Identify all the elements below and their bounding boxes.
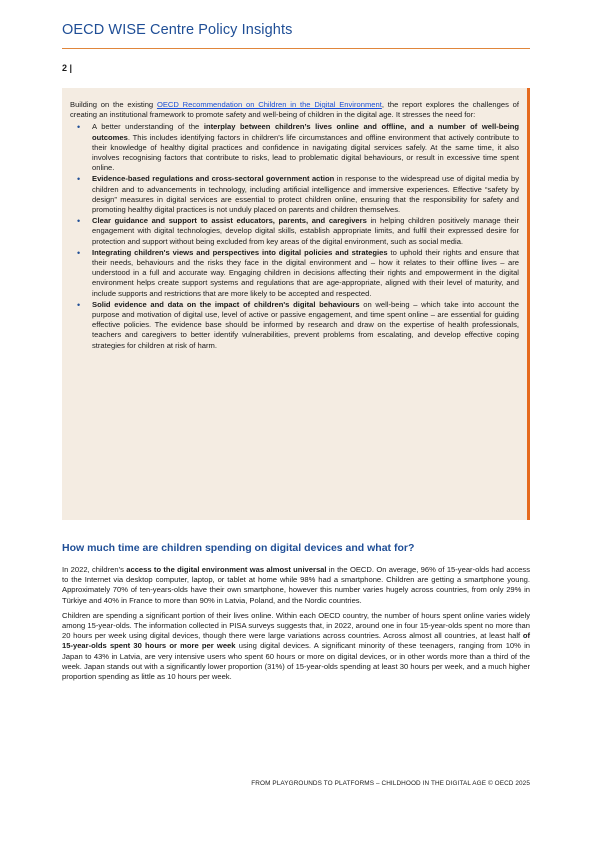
- text-run: Children are spending a significant portion of their lives online. Within each OECD country, the number of hours spent online varies widely among 15-year-olds. The information collected in PISA surveys suggests that, in 2022, around one in four 15-year-olds spent no more than 20 hours per week using digital devices, though there were large variations across countries. Across almost all countries, at least half: [62, 610, 530, 641]
- summary-box: [62, 88, 530, 520]
- section-heading: How much time are children spending on digital devices and what for?: [62, 542, 415, 554]
- section-body: [62, 565, 530, 687]
- bullet-icon: •: [77, 299, 81, 310]
- text-run: using digital devices. A significant minority of these teenagers, ranging from 10% in Japan to 43% in Latvia, are very intensive users who spent 60 hours or more on digital devices, or in other words more than a third of the week. Japan stands out with a significantly lower proportion (31%) of 15-year-olds spending at least 30 hours per week, and a much higher proportion spending as little as 10 hours per week.: [62, 641, 531, 682]
- page-footer: FROM PLAYGROUNDS TO PLATFORMS – CHILDHOOD IN THE DIGITAL AGE © OECD 2025: [251, 780, 530, 787]
- bullet-bold: Clear guidance and support to assist educators, parents, and caregivers: [92, 216, 367, 226]
- text-run: In 2022, children’s: [62, 565, 127, 574]
- list-item: [70, 174, 519, 215]
- text-run-bold: access to the digital environment was almost universal: [126, 565, 327, 574]
- text-run-bold: of 15-year-olds spent 30 hours or more per week: [62, 631, 530, 651]
- document-header-title: OECD WISE Centre Policy Insights: [62, 22, 293, 38]
- bullet-post: . This includes identifying factors in children’s life circumstances and offline environment that actively contribute to their knowledge of healthy digital practices and confidence in navigating digital services safely. At the same time, it also involves recognising factors that contribute to risks, lead to problematic digital behaviours, or result in excessive time spent online.: [92, 132, 519, 173]
- list-item: [70, 248, 519, 299]
- intro-text-before: Building on the existing: [70, 100, 157, 109]
- bullet-post: to uphold their rights and ensure that their needs, behaviours and the risks they face in the digital environment and – how it relates to their offline lives – are understood in a full and accurate way. Engaging children in decisions affecting their rights and empowerment in the digital environment helps create support systems and regulations that are age-appropriate, aligned with their level of maturity, and include supports and restrictions that are more likely to be accepted and respected.: [92, 247, 519, 298]
- page-number: 2 |: [62, 63, 73, 73]
- box-intro: [70, 100, 519, 120]
- bullet-icon: •: [77, 122, 81, 133]
- bullet-bold: Integrating children's views and perspectives into digital policies and strategies: [92, 247, 388, 257]
- bullet-icon: •: [77, 216, 81, 227]
- list-item: [70, 300, 519, 351]
- text-run: in the OECD. On average, 96% of 15-year-olds had access to the Internet via desktop computer, laptop, or tablet at home while 98% had a smartphone. Children are getting a smartphone young. Approximately 70% of ten-years-olds have their own smartphone, however this number varies hugely across countries, from only 29% in Türkiye and 40% in France to more than 90% in Latvia, Poland, and the Nordic countries.: [62, 565, 530, 605]
- header-divider: [62, 48, 530, 49]
- bullet-post: in helping children positively manage their engagement with digital technologies, develop digital skills, establish appropriate limits, and fulfil their expressed desire for protection and support without being excluded from key areas of the digital environment, such as social media.: [92, 216, 519, 246]
- bullet-bold: Solid evidence and data on the impact of children's digital behaviours: [92, 299, 360, 309]
- bullet-post: on well-being – which take into account the purpose and motivation of digital use, level of active or passive engagement, and time spent online – are essential for guiding effective policies. The evidence base should be informed by research and draw on the expertise of health professionals, teachers and caregivers to better identify vulnerabilities, prevent problems from escalating, and develop effective coping strategies for children at risk of harm.: [92, 299, 520, 350]
- bullet-pre: A better understanding of the: [92, 122, 204, 132]
- paragraph-access: [62, 565, 530, 606]
- list-item: [70, 216, 519, 247]
- bullet-bold: interplay between children’s lives online and offline, and a number of well-being outcomes: [92, 122, 519, 142]
- needs-list: [70, 122, 519, 350]
- oecd-recommendation-link[interactable]: OECD Recommendation on Children in the Digital Environment: [156, 100, 382, 109]
- list-item: [70, 122, 519, 173]
- bullet-icon: •: [77, 247, 81, 258]
- bullet-bold: Evidence-based regulations and cross-sectoral government action: [92, 174, 335, 184]
- paragraph-time-online: [62, 611, 530, 682]
- bullet-icon: •: [77, 174, 81, 185]
- intro-text-after: , the report explores the challenges of creating an institutional framework to promote safety and well-being of children in the digital age. It stresses the need for:: [70, 100, 520, 120]
- bullet-post: in response to the widespread use of digital media by children and to advancements in technology, including artificial intelligence and immersive experiences. Effective “safety by design” measures in digital services are essential to protect children online, ensuring that the responsibility for safety and promoting healthy digital practices is not unduly placed on parents and children themselves.: [92, 174, 519, 215]
